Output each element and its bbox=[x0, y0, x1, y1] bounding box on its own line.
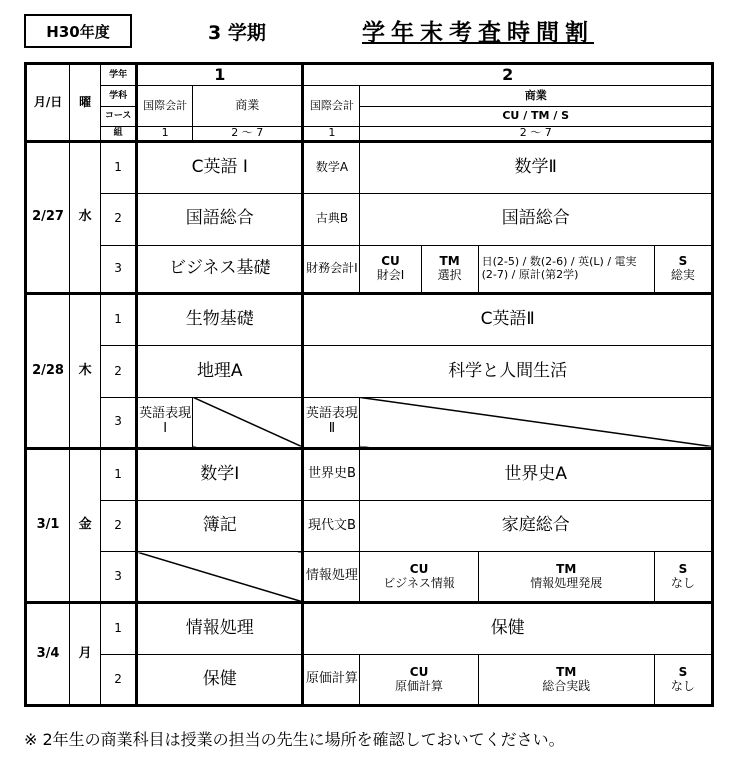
year-label: H30年度 bbox=[24, 14, 132, 48]
g1-kokusai-subject: 英語表現Ⅰ bbox=[137, 397, 193, 448]
dow-cell: 月 bbox=[70, 603, 101, 706]
term-label: 3 学期 bbox=[208, 22, 266, 44]
g2-kokusai-subject: 世界史B bbox=[303, 448, 360, 500]
dow-cell: 金 bbox=[70, 448, 101, 602]
cu-cell bbox=[360, 245, 421, 294]
room-note: 日(2-5) / 数(2-6) / 英(L) / 電実(2-7) / 原計(第2学) bbox=[478, 245, 654, 294]
g2-shogyo-subject: 家庭総合 bbox=[360, 500, 713, 552]
period-num: 2 bbox=[101, 346, 137, 398]
g2-kokusai-subject: 情報処理 bbox=[303, 552, 360, 603]
period-num: 1 bbox=[101, 603, 137, 655]
period-num: 2 bbox=[101, 193, 137, 245]
cu-heading: CU bbox=[409, 562, 429, 577]
g2-class-a: 1 bbox=[303, 126, 360, 141]
g2-courses: CU / TM / S bbox=[360, 106, 713, 126]
g2-shogyo-subject: 数学Ⅱ bbox=[360, 141, 713, 193]
tm-heading: TM bbox=[556, 562, 577, 577]
period-num: 3 bbox=[101, 397, 137, 448]
g1-subject: 保健 bbox=[137, 655, 303, 706]
g2-class-b: 2 〜 7 bbox=[360, 126, 713, 141]
g1-subject: 簿記 bbox=[137, 500, 303, 552]
cu-heading: CU bbox=[409, 664, 429, 679]
g2-kokusai-subject: 現代文B bbox=[303, 500, 360, 552]
footnote: ※ 2年生の商業科目は授業の担当の先生に場所を確認しておいてください。 bbox=[24, 730, 565, 749]
g2-kokusai-subject: 英語表現Ⅱ bbox=[303, 397, 360, 448]
cu-cell bbox=[360, 655, 478, 706]
g2-subject: C英語Ⅱ bbox=[303, 294, 713, 346]
g1-subject: 生物基礎 bbox=[137, 294, 303, 346]
row-label-grade: 学年 bbox=[101, 64, 137, 86]
g1-subject: 情報処理 bbox=[137, 603, 303, 655]
tm-heading: TM bbox=[556, 664, 577, 679]
empty-slot bbox=[137, 552, 303, 603]
g2-subject: 科学と人間生活 bbox=[303, 346, 713, 398]
g1-subject: 数学Ⅰ bbox=[137, 448, 303, 500]
row-label-course: コース bbox=[101, 106, 137, 126]
date-cell: 3/1 bbox=[26, 448, 70, 602]
s-subject: なし bbox=[670, 575, 695, 590]
s-cell bbox=[654, 245, 712, 294]
g2-kokusai-subject: 数学A bbox=[303, 141, 360, 193]
g2-kokusai-subject: 古典B bbox=[303, 193, 360, 245]
cu-subject: 原価計算 bbox=[395, 678, 444, 693]
exam-timetable bbox=[24, 62, 714, 707]
grade-2-header: 2 bbox=[303, 64, 713, 86]
date-cell: 3/4 bbox=[26, 603, 70, 706]
s-cell bbox=[654, 552, 712, 603]
date-cell: 2/28 bbox=[26, 294, 70, 448]
g1-subject: 国語総合 bbox=[137, 193, 303, 245]
tm-cell bbox=[421, 245, 478, 294]
g1-shogyo: 商業 bbox=[193, 86, 303, 127]
cu-heading: CU bbox=[381, 254, 400, 269]
empty-slot bbox=[360, 397, 713, 448]
period-num: 1 bbox=[101, 448, 137, 500]
period-num: 1 bbox=[101, 141, 137, 193]
g2-subject: 保健 bbox=[303, 603, 713, 655]
g1-subject: 地理A bbox=[137, 346, 303, 398]
tm-subject: 選択 bbox=[437, 267, 462, 282]
dow-cell: 水 bbox=[70, 141, 101, 293]
g2-kokusai-subject: 原価計算 bbox=[303, 655, 360, 706]
g1-subject: ビジネス基礎 bbox=[137, 245, 303, 294]
cu-subject: 財会Ⅰ bbox=[376, 267, 405, 282]
g1-class-a: 1 bbox=[137, 126, 193, 141]
row-label-class: 組 bbox=[101, 126, 137, 141]
row-label-dept: 学科 bbox=[101, 86, 137, 106]
g2-kokusai-subject: 財務会計Ⅰ bbox=[303, 245, 360, 294]
s-subject: 総実 bbox=[670, 267, 695, 282]
dow-cell: 木 bbox=[70, 294, 101, 448]
g1-class-b: 2 〜 7 bbox=[193, 126, 303, 141]
g2-shogyo-subject: 世界史A bbox=[360, 448, 713, 500]
period-num: 3 bbox=[101, 245, 137, 294]
g1-kokusai: 国際会計 bbox=[137, 86, 193, 127]
empty-slot bbox=[193, 397, 303, 448]
cu-cell bbox=[360, 552, 478, 603]
cu-subject: ビジネス情報 bbox=[383, 575, 455, 590]
period-num: 1 bbox=[101, 294, 137, 346]
period-num: 2 bbox=[101, 655, 137, 706]
date-cell: 2/27 bbox=[26, 141, 70, 293]
tm-cell bbox=[478, 655, 654, 706]
g2-shogyo: 商業 bbox=[360, 86, 713, 106]
grade-1-header: 1 bbox=[137, 64, 303, 86]
g1-subject: C英語 Ⅰ bbox=[137, 141, 303, 193]
s-heading: S bbox=[678, 254, 688, 269]
tm-subject: 情報処理発展 bbox=[530, 575, 603, 590]
tm-cell bbox=[478, 552, 654, 603]
header-dow: 曜 bbox=[70, 64, 101, 142]
period-num: 3 bbox=[101, 552, 137, 603]
period-num: 2 bbox=[101, 500, 137, 552]
g2-kokusai: 国際会計 bbox=[303, 86, 360, 127]
g2-shogyo-subject: 国語総合 bbox=[360, 193, 713, 245]
s-cell bbox=[654, 655, 712, 706]
s-heading: S bbox=[678, 664, 688, 679]
header-date: 月/日 bbox=[26, 64, 70, 142]
page-title: 学年末考査時間割 bbox=[362, 20, 594, 46]
s-heading: S bbox=[678, 562, 688, 577]
s-subject: なし bbox=[670, 678, 695, 693]
tm-heading: TM bbox=[439, 254, 460, 269]
tm-subject: 総合実践 bbox=[542, 678, 591, 693]
